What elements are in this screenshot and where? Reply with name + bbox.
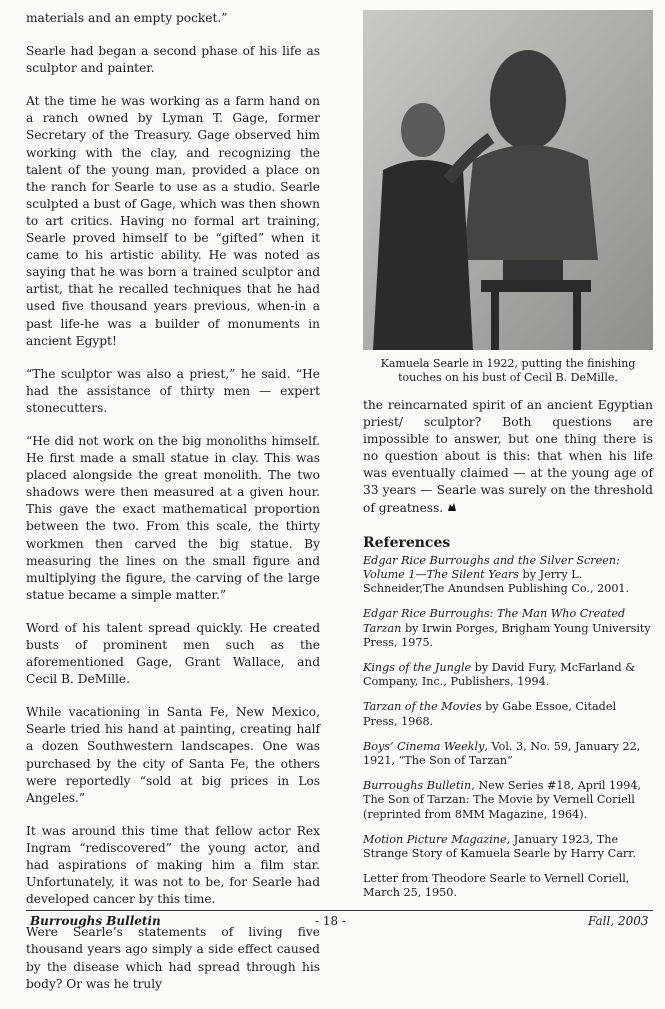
paragraph: materials and an empty pocket.” — [26, 11, 228, 25]
reference-item — [363, 779, 653, 822]
reference-details: by Jerry L. Schneider,The Anundsen Publishing Co., 2001. — [363, 567, 630, 596]
reference-details: Letter from Theodore Searle to Vernell Coriell, March 25, 1950. — [363, 872, 630, 900]
reference-item — [363, 700, 653, 728]
photo-caption: Kamuela Searle in 1922, putting the finishing touches on his bust of Cecil B. DeMille. — [380, 357, 636, 384]
end-mark-icon — [447, 502, 457, 512]
reference-title: Edgar Rice Burroughs: The Man Who Created Tarzan — [363, 607, 626, 635]
reference-title: Burroughs Bulletin — [363, 779, 472, 793]
reference-details: , New Series #18, April 1994, The Son of Tarzan: The Movie by Vernell Coriell (reprinted from 8MM Magazine, 1964). — [363, 779, 642, 821]
paragraph: Searle had began a second phase of his life as sculptor and painter. — [26, 44, 320, 76]
reference-item — [363, 607, 653, 650]
reference-title: Kings of the Jungle — [363, 660, 472, 674]
paragraph: It was around this time that fellow actor Rex Ingram “rediscovered” the young actor, and had aspirations of making him a film star. Unfortunately, it was not to be, for Searle had developed cancer by this time. — [26, 823, 320, 907]
reference-item — [363, 833, 653, 861]
reference-details: by David Fury, McFarland & Company, Inc., Publishers, 1994. — [363, 660, 636, 689]
reference-details: by Gabe Essoe, Citadel Press, 1968. — [363, 700, 617, 728]
references-heading: References — [363, 534, 451, 551]
footer-rule — [26, 910, 653, 911]
footer-issue: Fall, 2003 — [588, 914, 649, 928]
references-list — [363, 554, 653, 901]
paragraph: Word of his talent spread quickly. He created busts of prominent men such as the aforementioned Gage, Grant Wallace, and Cecil B. DeMille. — [26, 620, 320, 687]
paragraph — [363, 397, 653, 517]
paragraph: “The sculptor was also a priest,” he said. “He had the assistance of thirty men — expert stonecutters. — [26, 366, 320, 415]
left-column — [26, 10, 320, 1009]
paragraph: At the time he was working as a farm hand on a ranch owned by Lyman T. Gage, former Secretary of the Treasury. Gage observed him working with the clay, and recognizing the talent of the young man, provided a place on the ranch for Searle to use as a studio. Searle sculpted a bust of Gage, which was then shown to art critics. Having no formal art training, Searle proved himself to be “gifted” when it came to his artistic ability. He was noted as saying that he was born a trained sculptor and artist, that he recalled techniques that he had used five thousand years previous, when-in a past life-he was a builder of monuments in ancient Egypt! — [26, 94, 320, 348]
reference-item — [363, 872, 653, 900]
reference-item — [363, 554, 653, 597]
paragraph: “He did not work on the big monoliths himself. He first made a small statue in clay. This was placed alongside the great monolith. The two shadows were then measured at a given hour. This gave the exact mathematical proportion between the two. From this scale, the thirty workmen then carved the big statue. By measuring the lines on the small figure and multiplying the figure, the carving of the large statue became a simple matter.” — [26, 433, 320, 602]
paragraph: Were Searle’s statements of living five thousand years ago simply a side effect caused by the disease which had spread through his body? Or was he truly — [26, 925, 320, 991]
sculptor-photo — [363, 10, 653, 350]
reference-title: Motion Picture Magazine — [363, 832, 507, 846]
paragraph: While vacationing in Santa Fe, New Mexico, Searle tried his hand at painting, creating half a dozen Southwestern landscapes. One was purchased by the city of Santa Fe, the others were reportedly “sold at big prices in Los Angeles.” — [26, 705, 320, 805]
reference-title: Edgar Rice Burroughs and the Silver Screen: Volume 1—The Silent Years — [363, 553, 620, 581]
sculptor-photo-illustration — [363, 10, 653, 350]
reference-title: Boys’ Cinema Weekly — [363, 739, 485, 753]
reference-details: , Vol. 3, No. 59, January 22, 1921, “The Son of Tarzan” — [363, 739, 641, 767]
reference-title: Tarzan of the Movies — [363, 700, 482, 714]
right-column — [363, 10, 653, 912]
continuation-text: the reincarnated spirit of an ancient Egyptian priest/ sculptor? Both questions are impossible to answer, but one thing there is no question about is this: that when his life was eventually claimed — at the young age of 33 years — Searle was surely on the threshold of greatness. — [363, 398, 653, 515]
footer-page-number: - 18 - — [315, 914, 347, 928]
reference-item — [363, 740, 653, 768]
reference-details: , January 1923, The Strange Story of Kamuela Searle by Harry Carr. — [363, 832, 636, 860]
footer-publication: Burroughs Bulletin — [30, 914, 161, 928]
reference-details: by Irwin Porges, Brigham Young University Press, 1975. — [363, 621, 651, 649]
reference-item — [363, 661, 653, 689]
